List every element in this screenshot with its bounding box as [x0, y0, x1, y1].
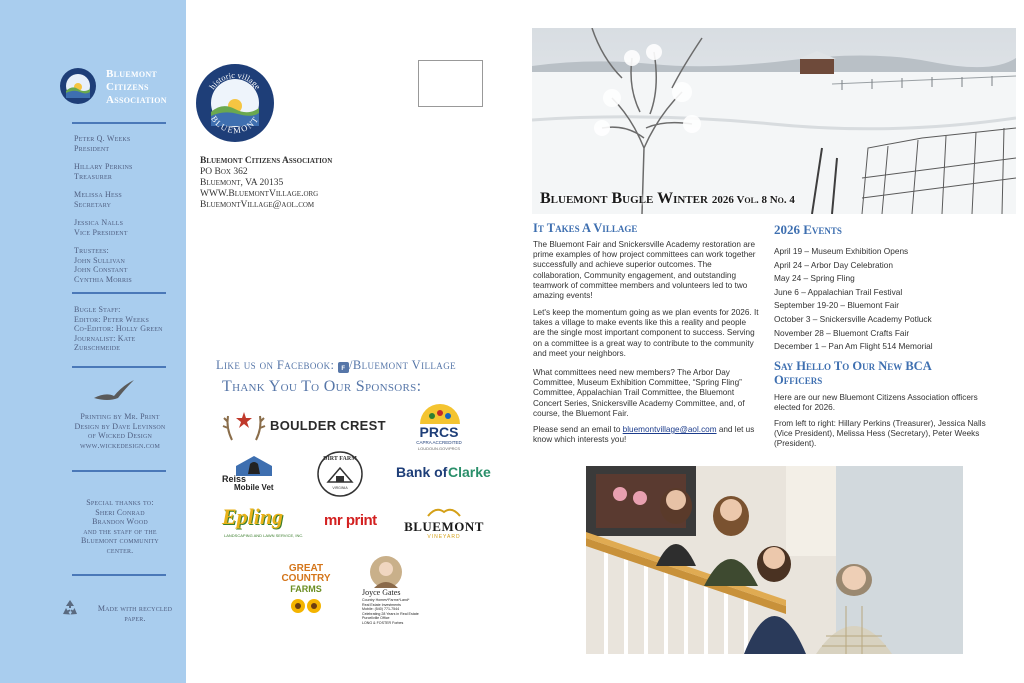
bca-logo-small [60, 68, 96, 104]
divider [72, 574, 166, 576]
sponsor-great-country-farms: GREAT COUNTRY FARMS [276, 564, 336, 618]
bca-logo-small-icon [60, 68, 96, 104]
officer-name: Jessica Nalls [74, 218, 124, 227]
trustee-name: John Constant [74, 265, 128, 274]
facebook-line: Like us on Facebook: f /Bluemont Village [216, 358, 456, 372]
officer-name: Peter Q. Weeks [74, 134, 131, 143]
officers-heading: Say Hello To Our New BCA Officers [774, 359, 932, 387]
bugle-staff: Bugle Staff: Editor: Peter Weeks Co-Editor: Holly Green Journalist: Kate Zurschmeide [74, 305, 163, 352]
newsletter-masthead: Bluemont Bugle Winter 2026 Vol. 8 No. 4 [540, 190, 795, 207]
officer-name: Hillary Perkins [74, 162, 133, 171]
events-list [774, 246, 994, 355]
sponsor-boulder-crest: BOULDER CREST [222, 408, 372, 442]
list-item: October 3 – Snickersville Academy Potluck [774, 313, 932, 324]
officers-paragraph-1: Here are our new Bluemont Citizens Association officers elected for 2026. [774, 393, 978, 413]
joyce-details: Country Homes*Farms*Land* Real Estate Investments Mobile: (540) 771-7544 Celebrating 28 Years in Real Estate Purcellville Office LONG & FOSTER Forbes [362, 598, 419, 625]
email-link[interactable]: BluemontVillage@aol.com [200, 200, 315, 210]
village-paragraph-1: The Bluemont Fair and Snickersville Academy restoration are prime examples of how project committees can work together successfully and achieve superior outcomes. The collaboration, Community engagement, and outstanding teamwork of committee members and volunteers led to two amazing events! [533, 240, 756, 301]
return-address: Bluemont Citizens Association PO Box 362 Bluemont, VA 20135 WWW.BluemontVillage.org BluemontVillage@aol.com [200, 156, 400, 211]
recycle-icon [60, 598, 80, 618]
list-item: May 24 – Spring Fling [774, 273, 855, 284]
officer-role: President [74, 143, 110, 153]
facebook-icon: f [338, 362, 349, 373]
trustee-name: Cynthia Morris [74, 274, 132, 284]
list-item: April 24 – Arbor Day Celebration [774, 259, 893, 270]
winter-landscape-photo [532, 28, 1016, 214]
divider [72, 292, 166, 294]
prcs-emblem-icon [418, 404, 462, 424]
logo-top-text: historic village [207, 69, 263, 92]
sponsor-joyce-gates: Joyce Gates Country Homes*Farms*Land* Real Estate Investments Mobile: (540) 771-7544 Celebrating 28 Years in Real Estate Purcellville Office LONG & FOSTER Forbes [362, 556, 432, 632]
avatar [370, 556, 402, 588]
return-address-name: Bluemont Citizens Association [200, 156, 333, 166]
village-paragraph-2: Let's keep the momentum going as we plan events for 2026. It takes a village to make events like this a reality and people are the single most important component to success. Serving on a committee is a great way to contribute to the community and meet your neighbors. [533, 308, 759, 358]
list-item: June 6 – Appalachian Trail Festival [774, 286, 903, 297]
mountain-icon [426, 504, 462, 518]
trustee-name: John Sullivan [74, 255, 126, 265]
officers-group-image [586, 466, 963, 654]
historic-village-logo-icon [196, 64, 274, 142]
sponsor-bank-of-clarke: Bank of Clarke [396, 464, 491, 480]
website-link[interactable]: WWW.BluemontVillage.org [200, 189, 319, 199]
sponsor-reiss-mobile-vet: Reiss Mobile Vet [222, 454, 278, 494]
divider [72, 366, 166, 368]
officer-role: Vice President [74, 227, 128, 237]
officer-role: Secretary [74, 199, 112, 209]
divider [72, 470, 166, 472]
village-heading: It Takes A Village [533, 221, 638, 235]
sponsor-dirt-farm: DIRT FARM VIRGINIA [316, 450, 364, 498]
sponsor-prcs: PRCS CAPRA ACCREDITED LOUDOUN.GOV/PRCS [412, 404, 466, 452]
village-paragraph-4: Please send an email to bluemontvillage@aol.com and let us know which interests you! [533, 425, 755, 445]
officers-paragraph-2: From left to right: Hillary Perkins (Treasurer), Jessica Nalls (Vice President), Melissa Hess (Secretary), Peter Weeks (President). [774, 419, 986, 449]
officers-photo [586, 466, 963, 654]
sidebar-org-name: Bluemont Citizens Association [106, 68, 167, 106]
bird-icon [92, 378, 136, 404]
officer-list [74, 134, 182, 284]
sunflower-icon [286, 596, 326, 616]
printing-credits: Printing by Mr. Print Design by Dave Levinson of Wicked Design www.wickedesign.com [74, 412, 166, 450]
village-paragraph-3: What committees need new members? The Arbor Day Committee, Museum Exhibition Committee, “Spring Fling” Committee, Appalachian Trail Committee, the Bluemont Concert Series, Snickersville Academy Committee, and, of course, the Bluemont Fair. [533, 368, 745, 418]
vet-house-icon [232, 454, 276, 476]
officer-name: Melissa Hess [74, 190, 122, 199]
list-item: September 19-20 – Bluemont Fair [774, 300, 899, 311]
winter-landscape-image [532, 28, 1016, 214]
facebook-handle[interactable]: /Bluemont Village [348, 358, 456, 372]
sidebar [0, 0, 186, 683]
logo-bottom-text: BLUEMONT [209, 113, 261, 136]
sponsors-heading: Thank You To Our Sponsors: [222, 378, 422, 395]
antlers-icon [222, 408, 266, 442]
list-item: April 19 – Museum Exhibition Opens [774, 246, 909, 256]
special-thanks: Special thanks to: Sheri Conrad Brandon Wood and the staff of the Bluemont community center. [81, 498, 159, 555]
divider [72, 122, 166, 124]
list-item: December 1 – Pan Am Flight 514 Memorial [774, 341, 933, 352]
recycled-note: Made with recycled paper. [97, 604, 173, 623]
stamp-box [418, 60, 483, 107]
sponsor-bluemont-vineyard: BLUEMONT VINEYARD [402, 504, 486, 544]
events-heading: 2026 Events [774, 222, 842, 237]
sponsor-mr-print: mr print [324, 512, 377, 529]
trustees-heading: Trustees: [74, 246, 109, 255]
officer-role: Treasurer [74, 171, 113, 181]
sponsor-epling: Epling LANDSCAPING AND LAWN SERVICE, INC. [222, 504, 304, 538]
volume-label: 2026 Vol. 8 No. 4 [711, 194, 795, 206]
email-link[interactable]: bluemontvillage@aol.com [622, 425, 717, 434]
historic-village-logo [196, 64, 274, 142]
list-item: November 28 – Bluemont Crafts Fair [774, 327, 910, 338]
